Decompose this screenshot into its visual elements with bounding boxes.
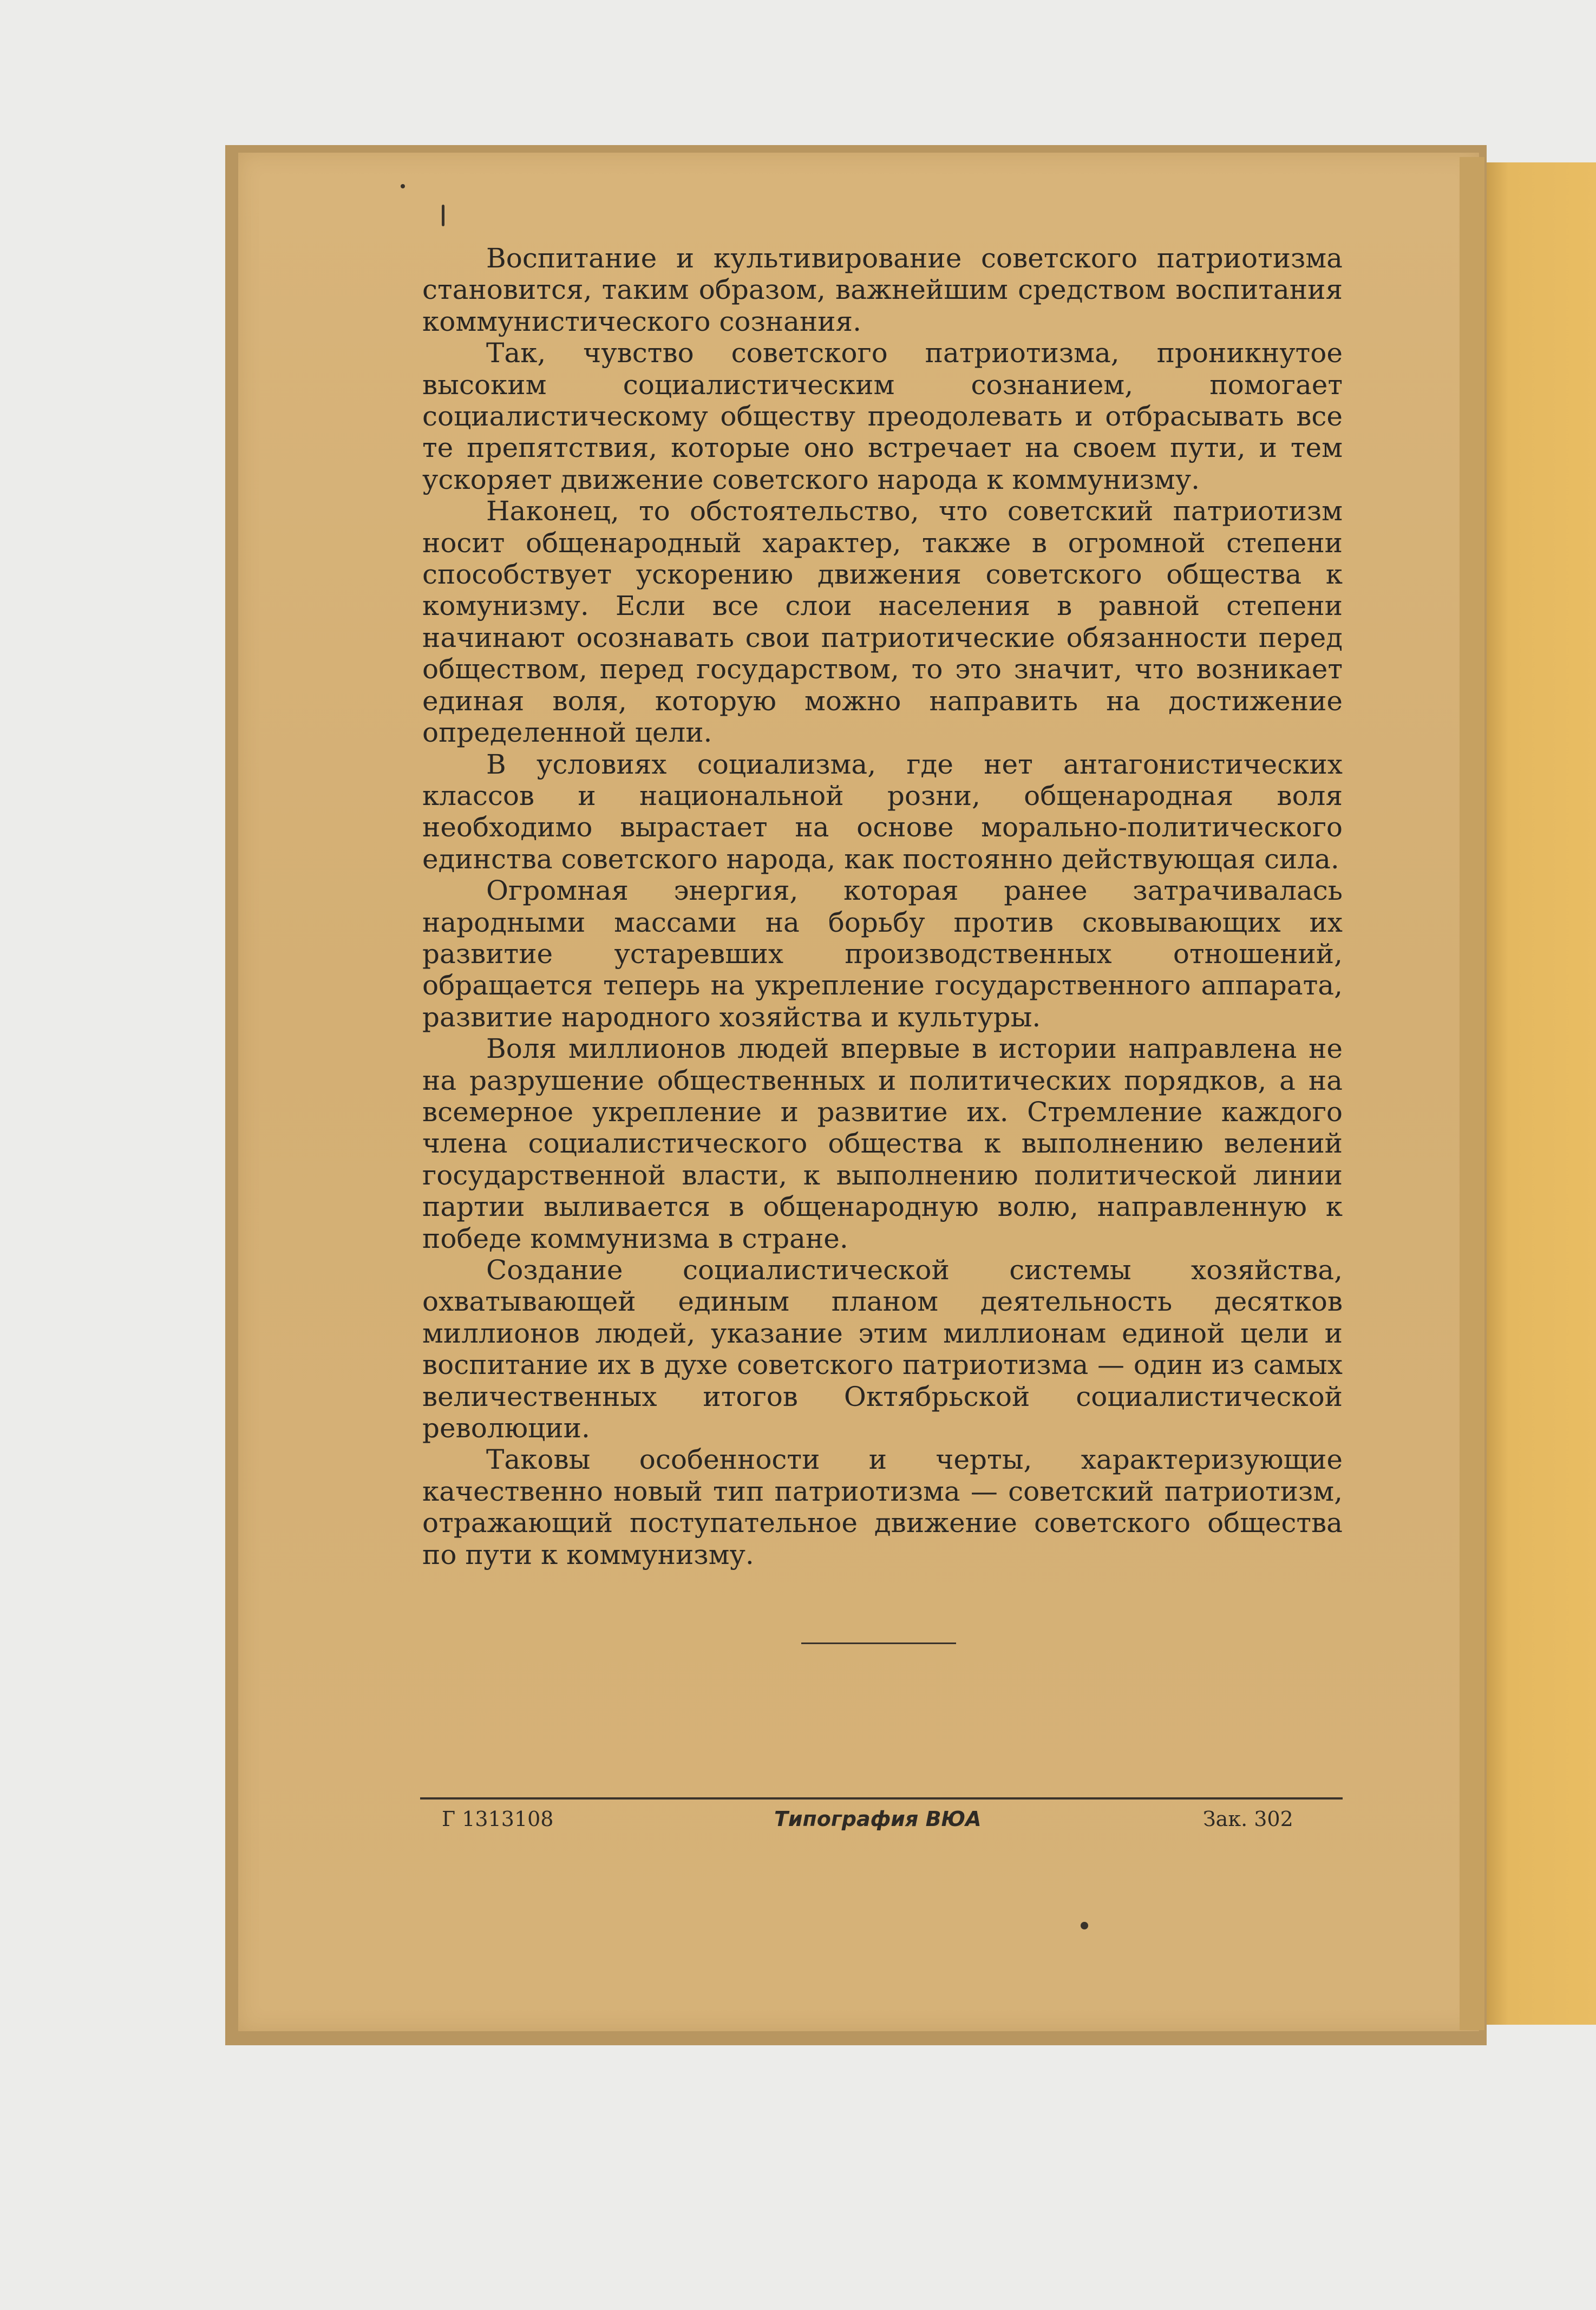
paper-speck (1081, 1922, 1088, 1929)
paper-speck (401, 184, 405, 188)
paper-speck (442, 205, 444, 226)
paragraph-5: Огромная энергия, которая ранее затрачивалась народными массами на борьбу против сковывающих их развитие устаревших производственных отношений, обращается теперь на укрепление государственного аппарата, развитие народного хозяйства и культуры. (422, 875, 1343, 1033)
paragraph-2: Так, чувство советского патриотизма, проникнутое высоким социалистическим сознанием, помогает социалистическому обществу преодолевать и отбрасывать все те препятствия, которые оно встречает на своем пути, и тем ускоряет движение советского народа к коммунизму. (422, 337, 1343, 495)
paragraph-4: В условиях социализма, где нет антагонистических классов и национальной розни, общенародная воля необходимо вырастает на основе морально-политического единства советского народа, как постоянно действующая сила. (422, 748, 1343, 875)
paragraph-6: Воля миллионов людей впервые в истории направлена не на разрушение общественных и политических порядков, а на всемерное укрепление и развитие их. Стремление каждого члена социалистического общества к выполнению велений государственной власти, к выполнению политической линии партии выливается в общенародную волю, направленную к победе коммунизма в стране. (422, 1033, 1343, 1254)
body-text (422, 243, 1343, 1570)
imprint-code: Г 1313108 (442, 1807, 554, 1831)
paragraph-1: Воспитание и культивирование советского патриотизма становится, таким образом, важнейшим средством воспитания коммунистического сознания. (422, 243, 1343, 337)
page-gutter (1460, 157, 1484, 2030)
paragraph-7: Создание социалистической системы хозяйства, охватывающей единым планом деятельность десятков миллионов людей, указание этим миллионам единой цели и воспитание их в духе советского патриотизма — один из самых величественных итогов Октябрьской социалистической революции. (422, 1254, 1343, 1444)
imprint-order: Зак. 302 (1203, 1807, 1293, 1831)
paragraph-8: Таковы особенности и черты, характеризующие качественно новый тип патриотизма — советский патриотизм, отражающий поступательное движение советского общества по пути к коммунизму. (422, 1444, 1343, 1570)
paragraph-3: Наконец, то обстоятельство, что советский патриотизм носит общенародный характер, также в огромной степени способствует ускорению движения советского общества к комунизму. Если все слои населения в равной степени начинают осознавать свои патриотические обязанности перед обществом, перед государством, то это значит, что возникает единая воля, которую можно направить на достижение определенной цели. (422, 495, 1343, 749)
imprint-printer: Типография ВЮА (774, 1807, 982, 1831)
footer-rule (420, 1797, 1343, 1799)
section-separator (801, 1642, 956, 1644)
adjacent-page (1487, 162, 1596, 2025)
